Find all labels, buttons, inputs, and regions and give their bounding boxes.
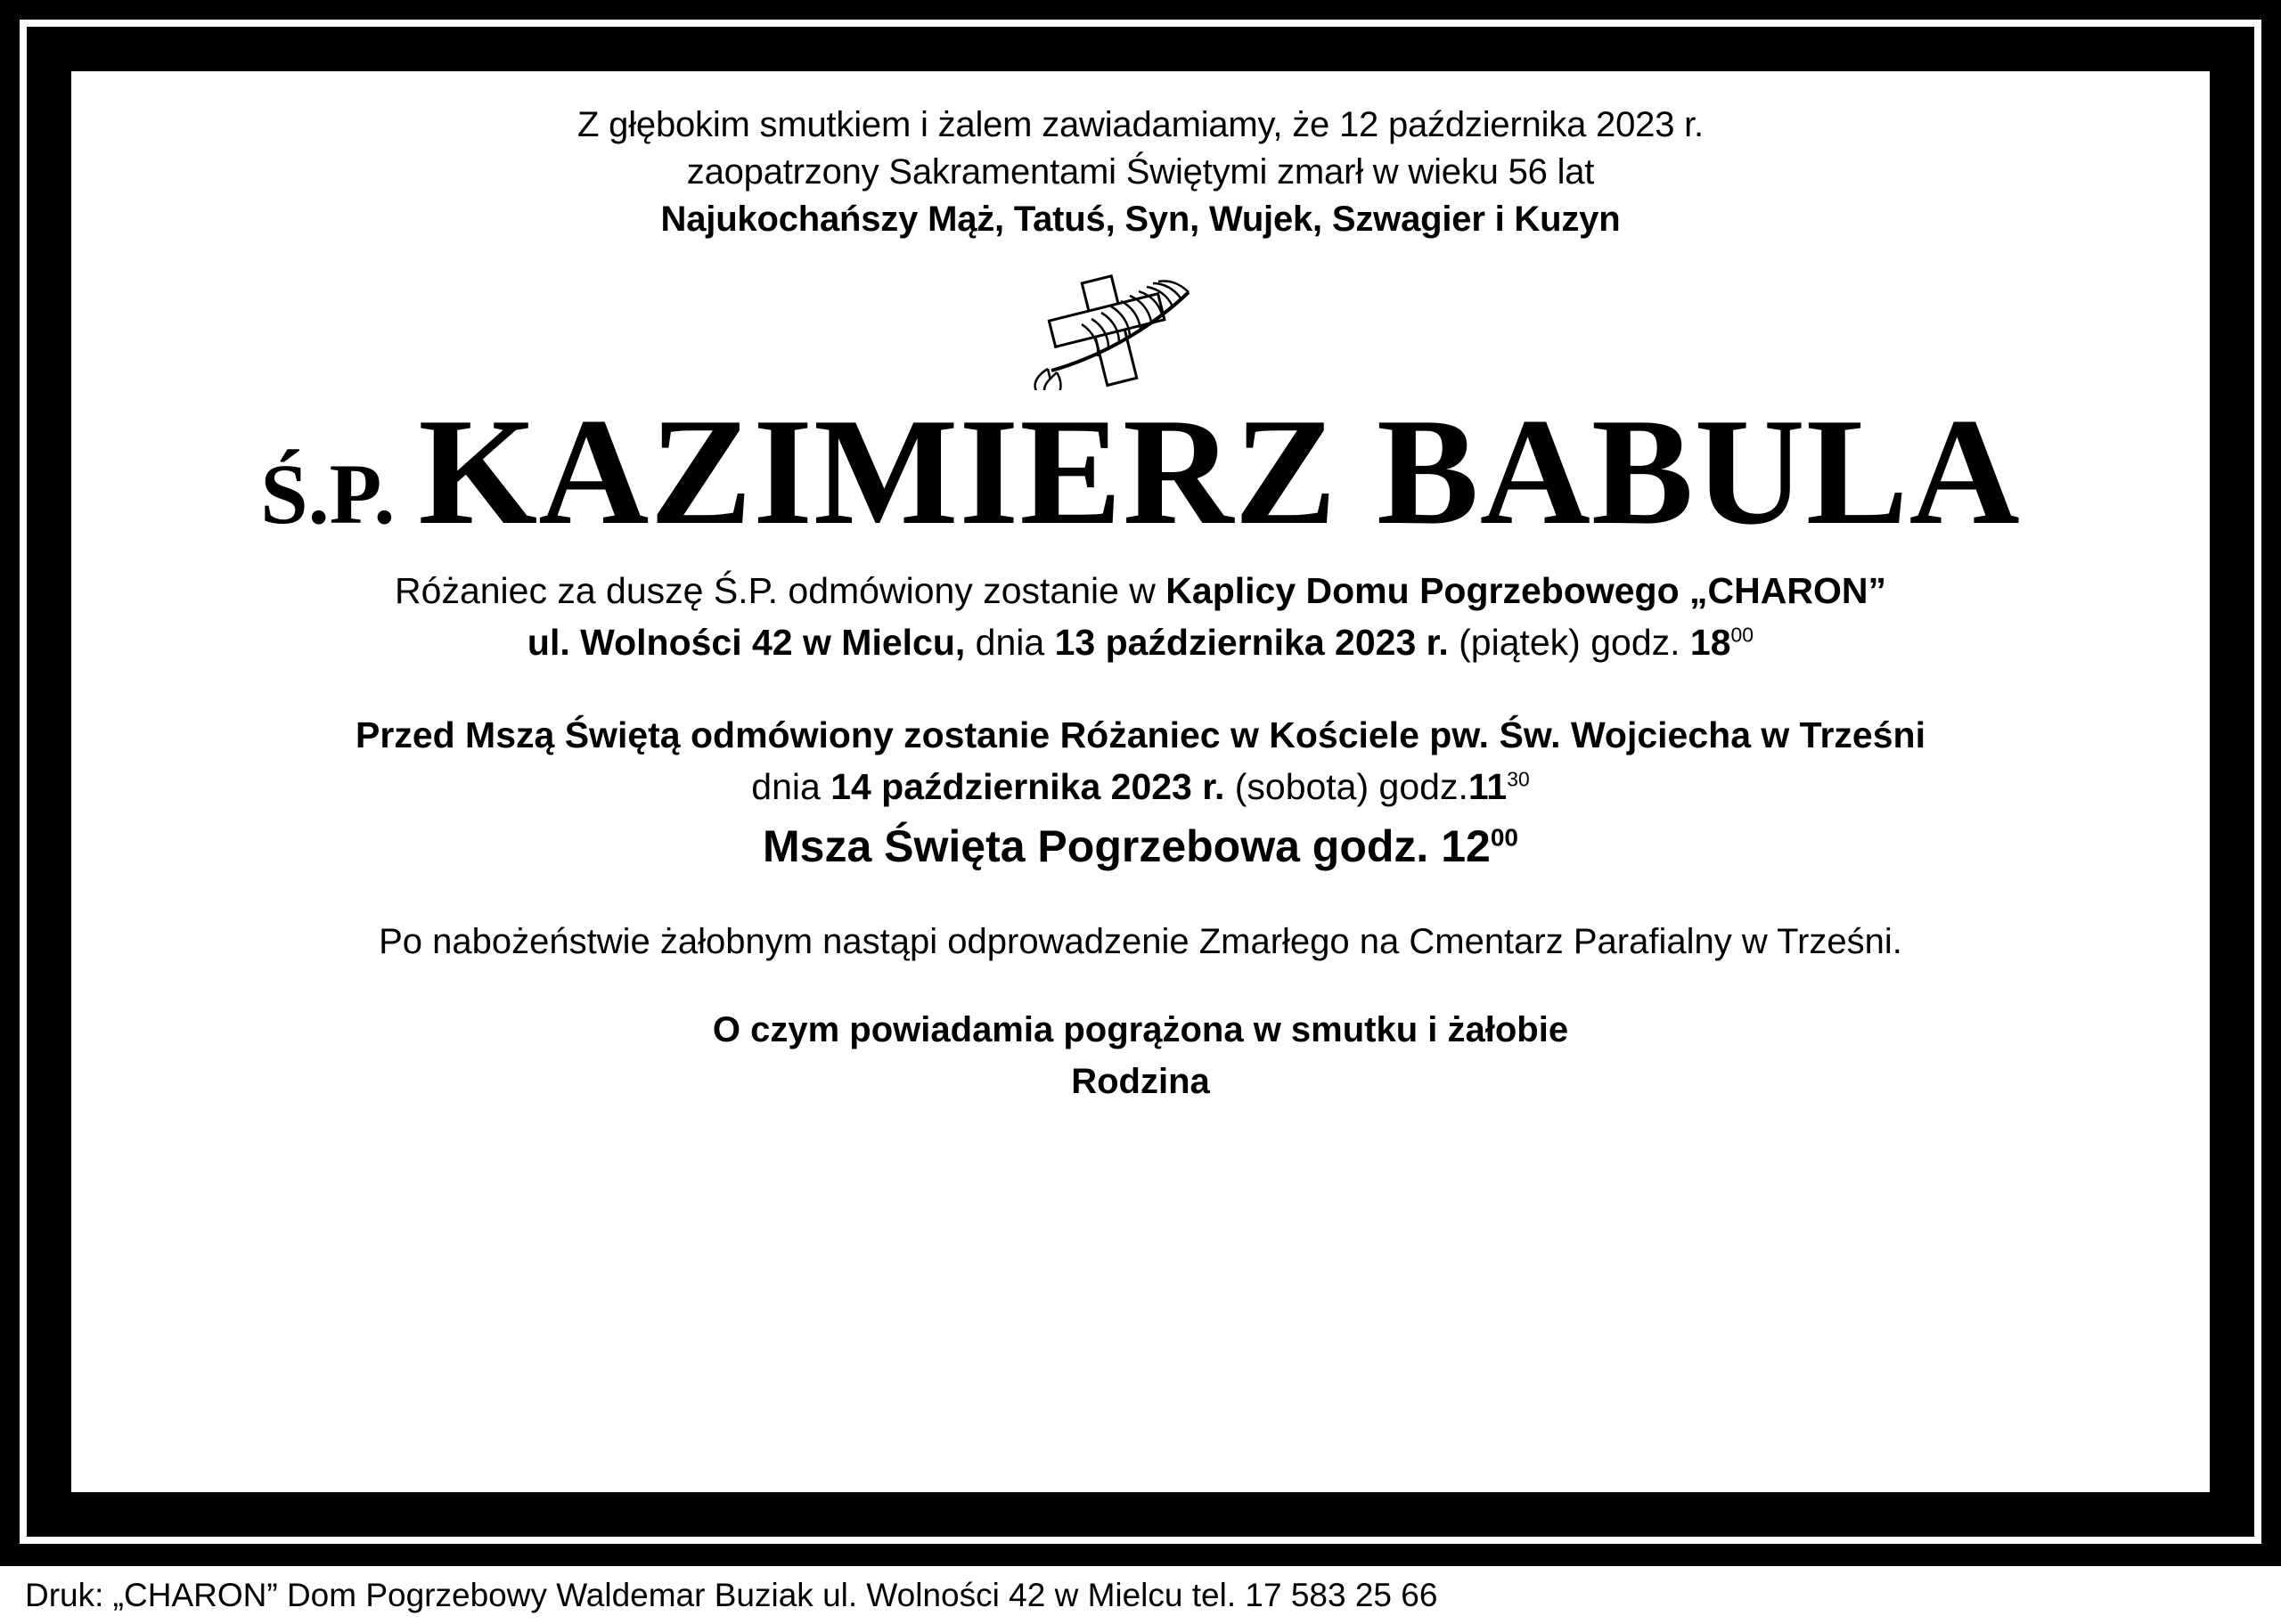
- mass-hour-minutes: 30: [1507, 767, 1530, 791]
- rosary-info: [125, 565, 2156, 668]
- mass-church-line: Przed Mszą Świętą odmówiony zostanie Różaniec w Kościele pw. Św. Wojciecha w Trześni: [356, 714, 1925, 755]
- deceased-name: KAZIMIERZ BABULA: [418, 387, 2021, 557]
- funeral-mass-text: Msza Święta Pogrzebowa godz. 12: [762, 821, 1491, 872]
- mass-date: 14 października 2023 r.: [830, 766, 1225, 808]
- rosary-text-3: (piątek) godz.: [1448, 621, 1690, 663]
- family-line-2: Rodzina: [1071, 1062, 1210, 1102]
- intro-line-1: Z głębokim smutkiem i żalem zawiadamiamy, że 12 października 2023 r.: [577, 105, 1704, 144]
- notice-frame-black: [27, 27, 2254, 1537]
- rosary-chapel: Kaplicy Domu Pogrzebowego „CHARON”: [1165, 569, 1886, 611]
- deceased-name-row: [125, 387, 2156, 557]
- mass-hour: 11: [1468, 766, 1508, 808]
- family-line-1: O czym powiadamia pogrążona w smutku i żałobie: [712, 1010, 1569, 1050]
- rosary-text-2: dnia: [965, 621, 1055, 663]
- printer-imprint-text: Druk: „CHARON” Dom Pogrzebowy Waldemar Buziak ul. Wolności 42 w Mielcu tel. 17 583 25 66: [25, 1576, 1438, 1613]
- mass-info: [125, 709, 2156, 876]
- honorific: Ś.P.: [260, 445, 396, 542]
- funeral-mass-minutes: 00: [1490, 823, 1518, 852]
- mass-text-2: (sobota) godz.: [1224, 766, 1468, 808]
- funeral-mass-line: [125, 818, 2156, 876]
- notice-content: [68, 68, 2213, 1496]
- cross-with-palm-branch-icon: [125, 265, 2156, 390]
- rosary-date: 13 października 2023 r.: [1054, 621, 1449, 663]
- notice-frame-white: [20, 20, 2261, 1544]
- intro-line-3: Najukochańszy Mąż, Tatuś, Syn, Wujek, Szwagier i Kuzyn: [660, 200, 1621, 240]
- rosary-hour: 18: [1689, 621, 1731, 663]
- after-service-text: Po nabożeństwie żałobnym nastąpi odprowadzenie Zmarłego na Cmentarz Parafialny w Trześni.: [379, 922, 1902, 962]
- family-signature: [125, 1004, 2156, 1107]
- intro-text: [125, 102, 2156, 244]
- intro-line-2: zaopatrzony Sakramentami Świętymi zmarł w wieku 56 lat: [686, 152, 1595, 192]
- printer-imprint: [0, 1563, 2281, 1624]
- rosary-text-1: Różaniec za duszę Ś.P. odmówiony zostanie w: [395, 569, 1166, 611]
- rosary-hour-minutes: 00: [1730, 623, 1754, 647]
- mass-text-1: dnia: [751, 766, 831, 808]
- rosary-address: ul. Wolności 42 w Mielcu,: [527, 621, 966, 663]
